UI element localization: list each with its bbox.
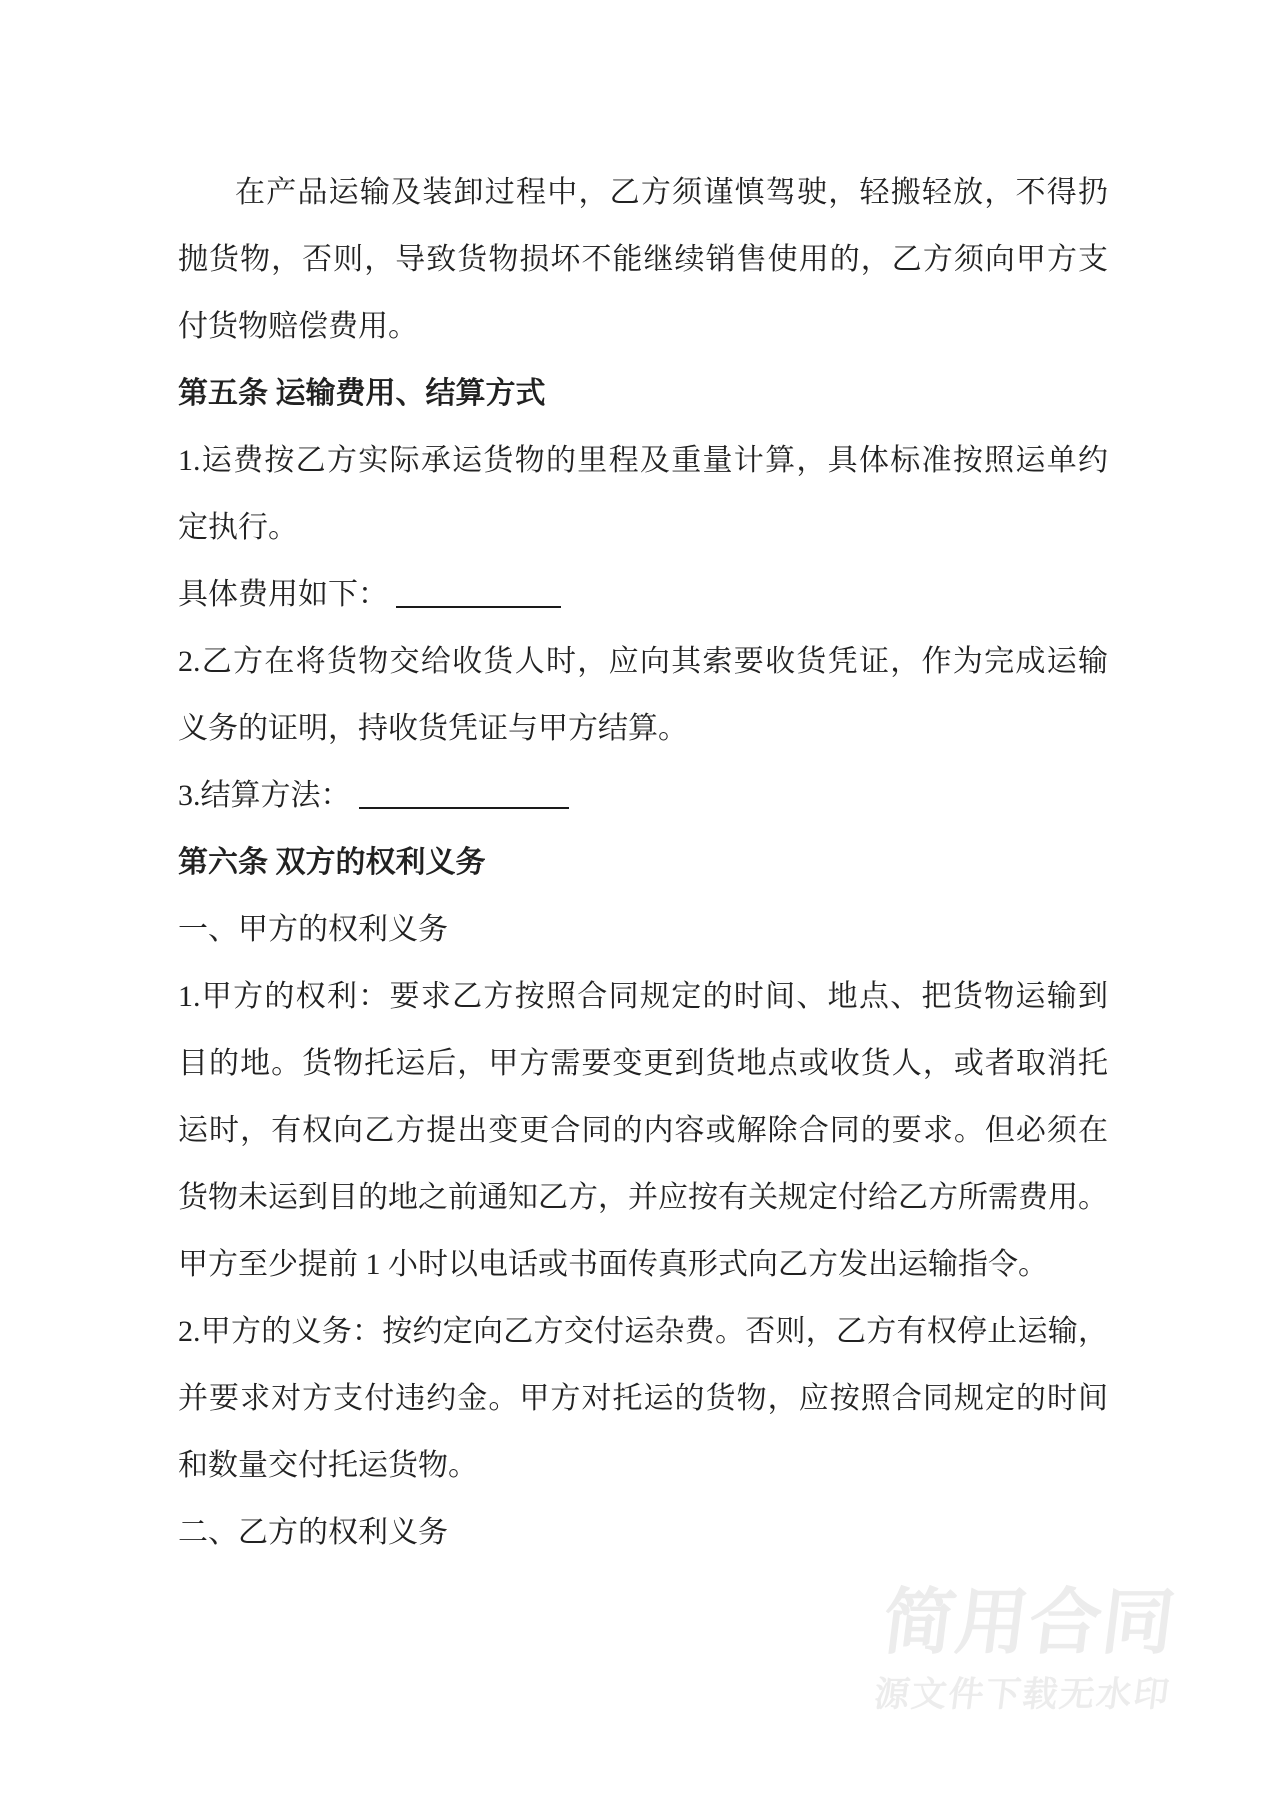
clause-5-item-2-line-1: 2.乙方在将货物交给收货人时，应向其索要收货凭证，作为完成运输 bbox=[178, 645, 1108, 678]
clause-5-heading: 第五条 运输费用、结算方式 bbox=[178, 377, 546, 410]
careful-driving-para-line-3: 付货物赔偿费用。 bbox=[178, 310, 418, 343]
clause-6-heading: 第六条 双方的权利义务 bbox=[178, 846, 486, 879]
settlement-method-label: 3.结算方法： bbox=[178, 779, 351, 812]
watermark-brand-text: 简用合同 bbox=[878, 1580, 1181, 1664]
contract-page-body bbox=[178, 159, 1108, 1566]
watermark bbox=[871, 1580, 1198, 1715]
party-a-rights-line-4: 货物未运到目的地之前通知乙方，并应按有关规定付给乙方所需费用。 bbox=[178, 1181, 1108, 1214]
settlement-blank-underline bbox=[359, 777, 569, 809]
clause-5-item-1-line-1: 1.运费按乙方实际承运货物的里程及重量计算，具体标准按照运单约 bbox=[178, 444, 1108, 477]
settlement-method-line bbox=[178, 762, 1108, 829]
party-a-obligations-line-1: 2.甲方的义务：按约定向乙方交付运杂费。否则，乙方有权停止运输， bbox=[178, 1315, 1108, 1348]
party-a-rights-line-3: 运时，有权向乙方提出变更合同的内容或解除合同的要求。但必须在 bbox=[178, 1114, 1108, 1147]
party-a-obligations-line-3: 和数量交付托运货物。 bbox=[178, 1449, 478, 1482]
party-a-rights-line-2: 目的地。货物托运后，甲方需要变更到货地点或收货人，或者取消托 bbox=[178, 1047, 1108, 1080]
careful-driving-para-line-2: 抛货物，否则，导致货物损坏不能继续销售使用的，乙方须向甲方支 bbox=[178, 243, 1108, 276]
party-a-rights-line-1: 1.甲方的权利：要求乙方按照合同规定的时间、地点、把货物运输到 bbox=[178, 980, 1108, 1013]
fee-detail-line bbox=[178, 561, 1108, 628]
party-a-rights-subheading: 一、甲方的权利义务 bbox=[178, 913, 448, 946]
fee-detail-label: 具体费用如下： bbox=[178, 578, 388, 611]
party-a-rights-line-5: 甲方至少提前 1 小时以电话或书面传真形式向乙方发出运输指令。 bbox=[178, 1248, 1048, 1281]
watermark-tagline-text: 源文件下载无水印 bbox=[871, 1675, 1173, 1715]
clause-5-item-2-line-2: 义务的证明，持收货凭证与甲方结算。 bbox=[178, 712, 688, 745]
clause-5-item-1-line-2: 定执行。 bbox=[178, 511, 298, 544]
careful-driving-para-line-1: 在产品运输及装卸过程中，乙方须谨慎驾驶，轻搬轻放，不得扔 bbox=[235, 176, 1108, 209]
fee-blank-underline bbox=[396, 576, 561, 608]
party-a-obligations-line-2: 并要求对方支付违约金。甲方对托运的货物，应按照合同规定的时间 bbox=[178, 1382, 1108, 1415]
party-b-rights-subheading: 二、乙方的权利义务 bbox=[178, 1516, 448, 1549]
